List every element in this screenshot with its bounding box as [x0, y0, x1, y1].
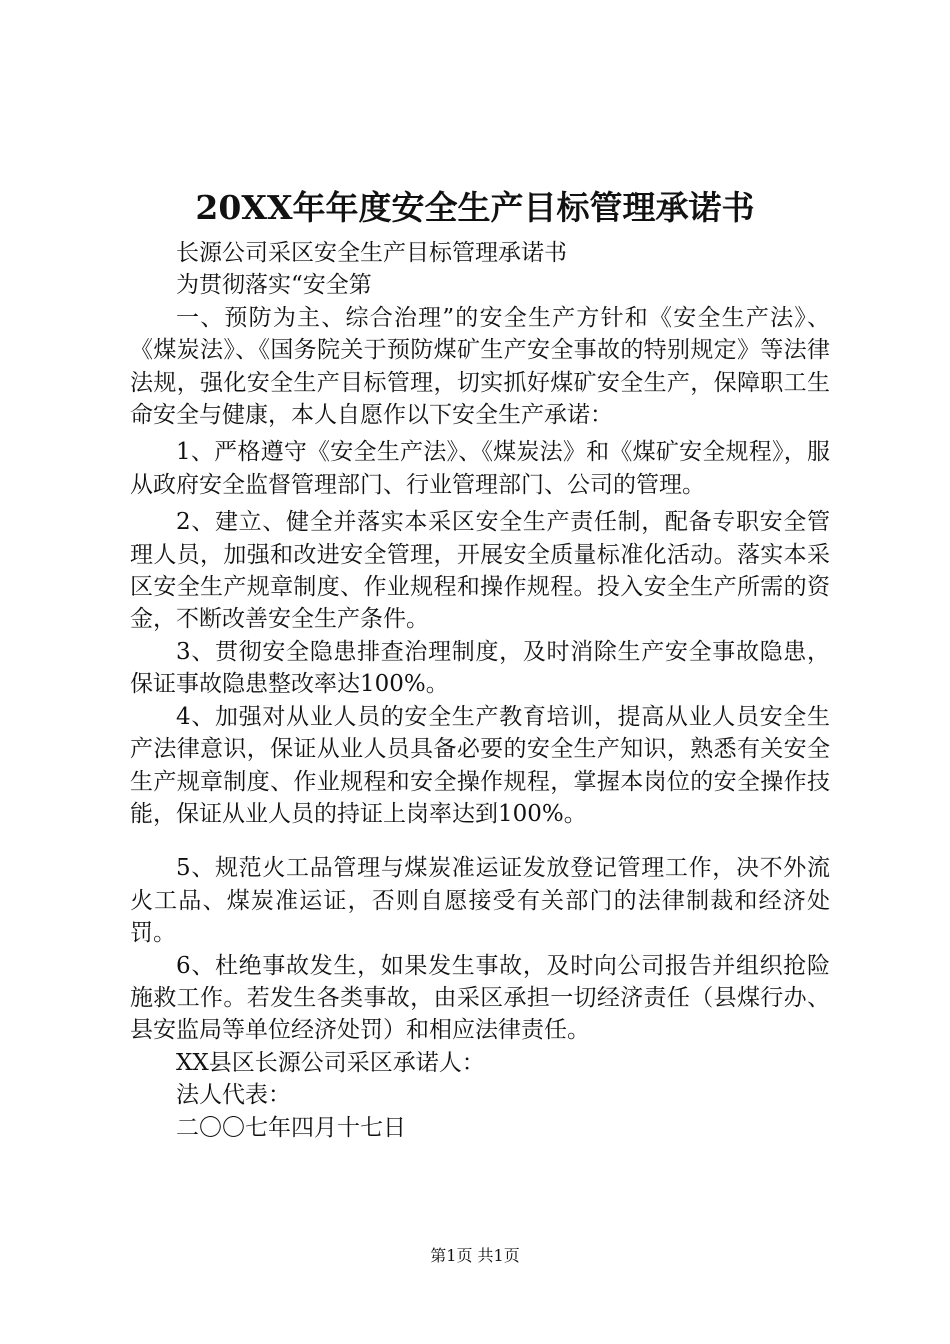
document-body: [130, 237, 830, 1144]
document-title: 20XX年年度安全生产目标管理承诺书: [195, 188, 755, 227]
page-footer: 第1页 共1页: [430, 1246, 520, 1265]
subtitle-line: 长源公司采区安全生产目标管理承诺书: [176, 240, 567, 266]
clause-6: 6、杜绝事故发生，如果发生事故，及时向公司报告并组织抢险施救工作。若发生各类事故，由采区承担一切经济责任（县煤行办、县安监局等单位经济处罚）和相应法律责任。: [130, 952, 830, 1044]
clause-3: 3、贯彻安全隐患排查治理制度，及时消除生产安全事故隐患，保证事故隐患整改率达100%。: [130, 638, 830, 698]
clause-2: 2、建立、健全并落实本采区安全生产责任制，配备专职安全管理人员，加强和改进安全管理，开展安全质量标准化活动。落实本采区安全生产规章制度、作业规程和操作规程。投入安全生产所需的资金，不断改善安全生产条件。: [130, 509, 830, 633]
intro-line: 为贯彻落实“安全第: [176, 272, 372, 299]
clause-5: 5、规范火工品管理与煤炭准运证发放登记管理工作，决不外流火工品、煤炭准运证，否则自愿接受有关部门的法律制裁和经济处罚。: [130, 855, 830, 947]
signatory-line: XX县区长源公司采区承诺人：: [176, 1049, 485, 1076]
date-line: 二〇〇七年四月十七日: [176, 1114, 406, 1141]
clause-1: 1、严格遵守《安全生产法》、《煤炭法》和《煤矿安全规程》，服从政府安全监督管理部门、行业管理部门、公司的管理。: [130, 439, 830, 498]
legal-representative-line: 法人代表：: [176, 1082, 291, 1109]
intro-paragraph: 一、预防为主、综合治理”的安全生产方针和《安全生产法》、《煤炭法》、《国务院关于预防煤矿生产安全事故的特别规定》等法律法规，强化安全生产目标管理，切实抓好煤矿安全生产，保障职工生命安全与健康，本人自愿作以下安全生产承诺：: [130, 304, 830, 429]
clause-4: 4、加强对从业人员的安全生产教育培训，提高从业人员安全生产法律意识，保证从业人员具备必要的安全生产知识，熟悉有关安全生产规章制度、作业规程和安全操作规程，掌握本岗位的安全操作技能，保证从业人员的持证上岗率达到100%。: [130, 703, 830, 827]
